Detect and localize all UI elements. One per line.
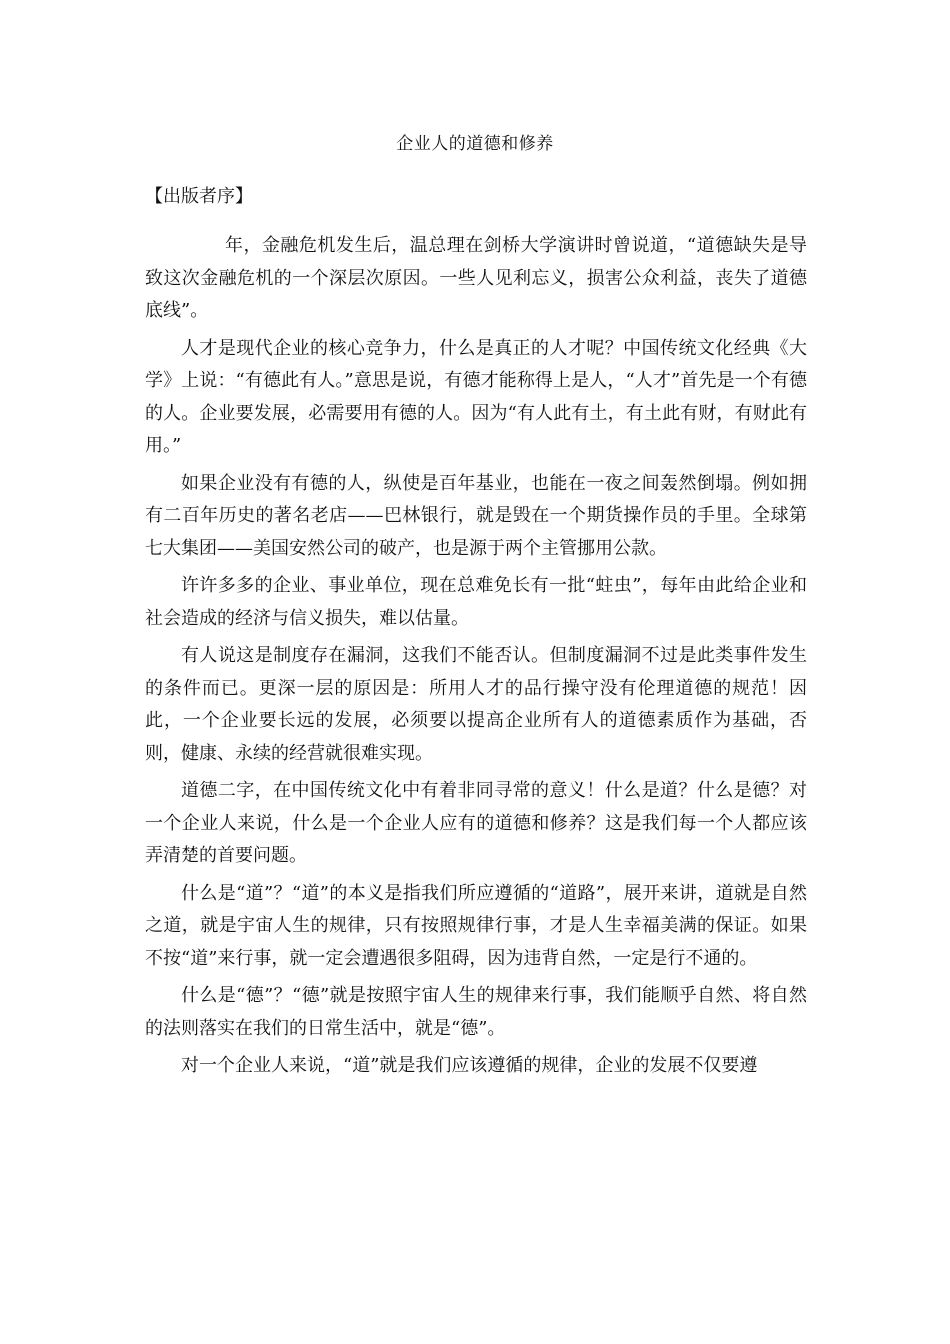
paragraph: 如果企业没有有德的人，纵使是百年基业，也能在一夜之间轰然倒塌。例如拥有二百年历史的著名老店——巴林银行，就是毁在一个期货操作员的手里。全球第七大集团——美国安然公司的破产，也是源于两个主管挪用公款。 xyxy=(145,472,807,559)
paragraph: 人才是现代企业的核心竞争力，什么是真正的人才呢？中国传统文化经典《大学》上说：“有德此有人。”意思是说，有德才能称得上是人，“人才”首先是一个有德的人。企业要发展，必需要用有德的人。因为“有人此有土，有土此有财，有财此有用。” xyxy=(145,337,807,456)
document-title: 企业人的道德和修养 xyxy=(396,134,554,154)
paragraph: 年，金融危机发生后，温总理在剑桥大学演讲时曾说道，“道德缺失是导致这次金融危机的一个深层次原因。一些人见利忘义，损害公众利益，丧失了道德底线”。 xyxy=(145,235,807,321)
paragraph: 什么是“道”？“道”的本义是指我们所应遵循的“道路”，展开来讲，道就是自然之道，就是宇宙人生的规律，只有按照规律行事，才是人生幸福美满的保证。如果不按“道”来行事，就一定会遭遇很多阻碍，因为违背自然，一定是行不通的。 xyxy=(145,882,807,969)
paragraph: 对一个企业人来说，“道”就是我们应该遵循的规律，企业的发展不仅要遵 xyxy=(181,1055,758,1076)
section-heading: 【出版者序】 xyxy=(145,186,253,207)
paragraph: 有人说这是制度存在漏洞，这我们不能否认。但制度漏洞不过是此类事件发生的条件而已。更深一层的原因是：所用人才的品行操守没有伦理道德的规范！因此，一个企业要长远的发展，必须要以提高企业所有人的道德素质作为基础，否则，健康、永续的经营就很难实现。 xyxy=(145,645,807,764)
paragraph: 许许多多的企业、事业单位，现在总难免长有一批“蛀虫”，每年由此给企业和社会造成的经济与信义损失，难以估量。 xyxy=(145,575,807,629)
paragraph: 道德二字，在中国传统文化中有着非同寻常的意义！什么是道？什么是德？对一个企业人来说，什么是一个企业人应有的道德和修养？这是我们每一个人都应该弄清楚的首要问题。 xyxy=(145,780,807,866)
paragraph: 什么是“德”？“德”就是按照宇宙人生的规律来行事，我们能顺乎自然、将自然的法则落实在我们的日常生活中，就是“德”。 xyxy=(145,985,807,1039)
document-body xyxy=(145,230,807,1088)
